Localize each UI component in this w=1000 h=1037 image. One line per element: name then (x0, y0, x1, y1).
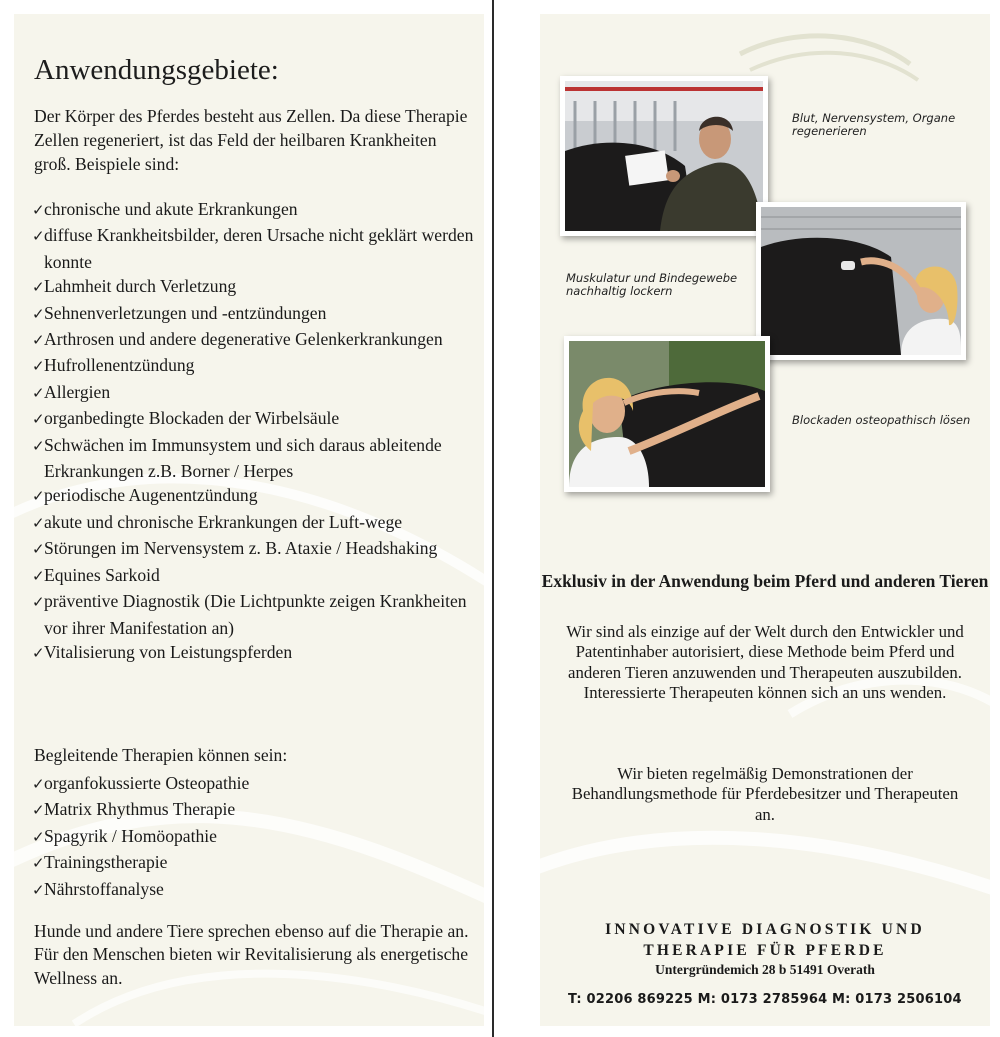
condition-item (32, 327, 482, 353)
condition-item (32, 589, 482, 640)
checkmark-icon: ✓ (32, 359, 45, 376)
caption-photo2: Muskulatur und Bindegewebe nachhaltig lockern (566, 271, 738, 298)
exclusive-title: Exklusiv in der Anwendung beim Pferd und anderen Tieren (541, 571, 989, 591)
checkmark-icon: ✓ (32, 595, 45, 612)
company-name (540, 919, 990, 961)
therapy-item (32, 797, 482, 823)
accompanying-therapies-heading: Begleitende Therapien können sein: (34, 745, 288, 765)
condition-item (32, 223, 482, 274)
condition-item (32, 510, 482, 536)
condition-item (32, 640, 482, 666)
condition-item (32, 483, 482, 509)
condition-item (32, 274, 482, 300)
checkmark-icon: ✓ (32, 882, 45, 899)
photo-image (565, 81, 763, 231)
condition-item (32, 433, 482, 484)
therapy-item (32, 771, 482, 797)
therapy-item-text: Matrix Rhythmus Therapie (44, 799, 236, 820)
condition-item (32, 563, 482, 589)
condition-item-text: akute und chronische Erkrankungen der Luft-wege (44, 511, 403, 532)
therapy-item-text: organfokussierte Osteopathie (44, 773, 250, 793)
checkmark-icon: ✓ (32, 412, 45, 429)
condition-item-text: Störungen im Nervensystem z. B. Ataxie / Headshaking (44, 538, 438, 559)
exclusive-paragraph-1: Wir sind als einzige auf der Welt durch den Entwickler und Patentinhaber autorisiert, diese Methode beim Pferd und anderen Tieren anzuwenden und Therapeuten auszubilden. Interessierte Therapeuten können sich an uns wenden. (566, 622, 964, 703)
condition-item (32, 353, 482, 379)
checkmark-icon: ✓ (32, 280, 45, 297)
fold-line (492, 0, 494, 1037)
therapy-item-text: Nährstoffanalyse (44, 878, 164, 899)
condition-item-text: Lahmheit durch Verletzung (44, 276, 237, 297)
therapy-item (32, 824, 482, 850)
condition-item (32, 380, 482, 406)
checkmark-icon: ✓ (32, 489, 45, 506)
checkmark-icon: ✓ (32, 333, 45, 350)
condition-item-text: Hufrollenentzündung (44, 355, 195, 376)
checkmark-icon: ✓ (32, 438, 45, 455)
condition-item-text: Allergien (44, 381, 111, 402)
intro-paragraph: Der Körper des Pferdes besteht aus Zellen. Da diese Therapie Zellen regeneriert, ist das Feld der heilbaren Krankheiten groß. Beispiele sind: (34, 106, 468, 174)
company-name-line1: INNOVATIVE DIAGNOSTIK UND (605, 921, 925, 938)
caption-photo1: Blut, Nervensystem, Organe regenerieren (792, 111, 956, 138)
photo-woman-osteopathy (564, 336, 770, 492)
condition-item-text: präventive Diagnostik (Die Lichtpunkte zeigen Krankheiten vor ihrer Manifestation an) (44, 591, 467, 638)
checkmark-icon: ✓ (32, 856, 45, 873)
checkmark-icon: ✓ (32, 542, 45, 559)
checkmark-icon: ✓ (32, 203, 45, 219)
condition-item-text: Sehnenverletzungen und -entzündungen (44, 302, 327, 323)
condition-item (32, 406, 482, 432)
therapy-item (32, 850, 482, 876)
condition-item-text: periodische Augenentzündung (44, 485, 258, 506)
checkmark-icon: ✓ (32, 306, 45, 323)
condition-item-text: Vitalisierung von Leistungspferden (44, 641, 293, 662)
therapy-item-text: Trainingstherapie (44, 852, 168, 873)
condition-item (32, 301, 482, 327)
checkmark-icon: ✓ (32, 829, 45, 846)
therapy-item-text: Spagyrik / Homöopathie (44, 825, 217, 846)
closing-paragraph (34, 920, 474, 990)
photo-man-treating-horse (560, 76, 768, 236)
closing-animals: Hunde und andere Tiere sprechen ebenso auf die Therapie an. (34, 921, 469, 941)
condition-item-text: Equines Sarkoid (44, 564, 160, 585)
caption-photo3: Blockaden osteopathisch lösen (792, 413, 971, 427)
checkmark-icon: ✓ (32, 568, 45, 585)
company-name-line2: THERAPIE FÜR PFERDE (643, 942, 887, 959)
therapies-list (32, 771, 482, 903)
checkmark-icon: ✓ (32, 515, 45, 532)
checkmark-icon: ✓ (32, 385, 45, 402)
phone-numbers: T: 02206 869225 M: 0173 2785964 M: 0173 2506104 (568, 992, 962, 1007)
closing-humans: Für den Menschen bieten wir Revitalisierung als energetische Wellness an. (34, 944, 469, 988)
condition-item-text: chronische und akute Erkrankungen (44, 199, 298, 219)
condition-item-text: diffuse Krankheitsbilder, deren Ursache nicht geklärt werden konnte (44, 225, 474, 272)
checkmark-icon: ✓ (32, 229, 45, 246)
checkmark-icon: ✓ (32, 803, 45, 820)
photo-image (569, 341, 765, 487)
condition-item-text: Arthrosen und andere degenerative Gelenkerkrankungen (44, 329, 443, 350)
condition-item-text: Schwächen im Immunsystem und sich daraus ableitende Erkrankungen z.B. Borner / Herpes (44, 434, 442, 482)
therapy-item (32, 877, 482, 903)
company-address: Untergründemich 28 b 51491 Overath (655, 962, 875, 977)
checkmark-icon: ✓ (32, 777, 45, 793)
left-panel (14, 14, 484, 1026)
checkmark-icon: ✓ (32, 645, 45, 662)
exclusive-paragraph-2: Wir bieten regelmäßig Demonstrationen der Behandlungsmethode für Pferdebesitzer und Therapeuten an. (571, 764, 959, 824)
condition-item (32, 197, 482, 223)
page-title: Anwendungsgebiete: (34, 54, 279, 86)
condition-item-text: organbedingte Blockaden der Wirbelsäule (44, 408, 340, 429)
conditions-list (32, 197, 482, 666)
photo-image (761, 207, 961, 355)
condition-item (32, 536, 482, 562)
right-panel (540, 14, 990, 1026)
photo-woman-treating-horse-neck (756, 202, 966, 360)
